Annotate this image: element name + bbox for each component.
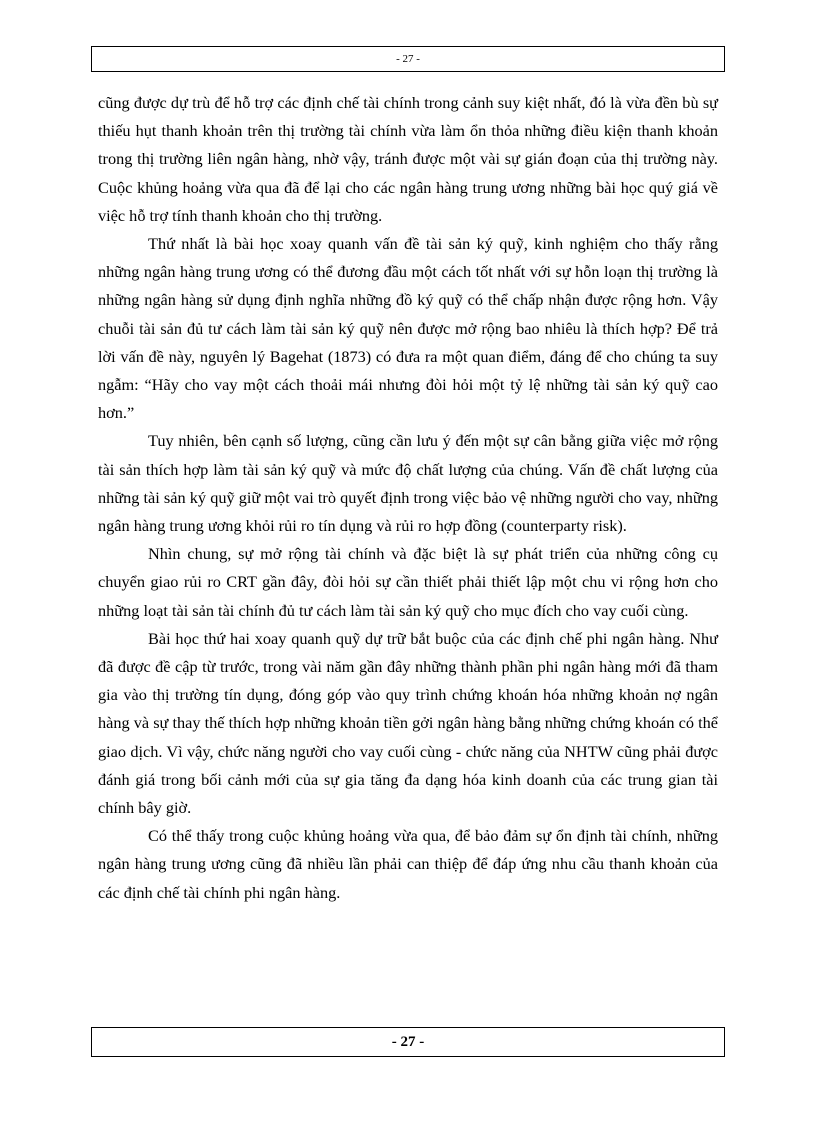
paragraph-quality-balance: Tuy nhiên, bên cạnh số lượng, cũng cần lưu ý đến một sự cân bằng giữa việc mở rộng tài sản thích hợp làm tài sản ký quỹ và mức độ chất lượng của chúng. Vấn đề chất lượng của những tài sản ký quỹ giữ một vai trò quyết định trong việc bảo vệ những người cho vay, những ngân hàng trung ương khỏi rủi ro tín dụng và rủi ro hợp đồng (counterparty risk). [98, 431, 718, 536]
paragraph-financial-expansion: Nhìn chung, sự mở rộng tài chính và đặc biệt là sự phát triển của những công cụ chuyển giao rủi ro CRT gần đây, đòi hỏi sự cần thiết phải thiết lập một chu vi rộng hơn cho những loạt tài sản tài chính đủ tư cách làm tài sản ký quỹ cho mục đích cho vay cuối cùng. [98, 544, 718, 620]
document-body [98, 89, 718, 907]
paragraph-second-lesson: Bài học thứ hai xoay quanh quỹ dự trữ bắt buộc của các định chế phi ngân hàng. Như đã được đề cập từ trước, trong vài năm gần đây những thành phần phi ngân hàng mới đã tham gia vào thị trường tín dụng, đóng góp vào quy trình chứng khoán hóa những khoản nợ ngân hàng và sự thay thế thích hợp những khoản tiền gởi ngân hàng bằng những chứng khoán có thể giao dịch. Vì vậy, chức năng người cho vay cuối cùng - chức năng của NHTW cũng phải được đánh giá trong bối cảnh mới của sự gia tăng đa dạng hóa kinh doanh của các trung gian tài chính bây giờ. [98, 628, 718, 818]
paragraph-collateral-lesson: Thứ nhất là bài học xoay quanh vấn đề tài sản ký quỹ, kinh nghiệm cho thấy rằng những ngân hàng trung ương có thể đương đầu một cách tốt nhất với sự hỗn loạn thị trường là những ngân hàng sử dụng định nghĩa những đồ ký quỹ có thể chấp nhận được rộng hơn. Vậy chuỗi tài sản đủ tư cách làm tài sản ký quỹ nên được mở rộng bao nhiêu là thích hợp? Để trả lời vấn đề này, nguyên lý Bagehat (1873) có đưa ra một quan điểm, đáng để cho chúng ta suy ngẫm: “Hãy cho vay một cách thoải mái nhưng đòi hỏi một tỷ lệ những tài sản ký quỹ cao hơn.” [98, 234, 718, 423]
footer-page-number: - 27 - [391, 1033, 425, 1050]
header-page-number: - 27 - [396, 53, 420, 65]
page-footer [91, 1027, 725, 1057]
paragraph-continuation: cũng được dự trù để hỗ trợ các định chế tài chính trong cảnh suy kiệt nhất, đó là vừa đền bù sự thiếu hụt thanh khoản trên thị trường tài chính vừa làm ổn thỏa những điều kiện thanh khoản trong thị trường liên ngân hàng, nhờ vậy, tránh được một vài sự gián đoạn của thị trường này. Cuộc khủng hoảng vừa qua đã để lại cho các ngân hàng trung ương những bài học quý giá về việc hỗ trợ tính thanh khoản cho thị trường. [98, 93, 718, 225]
page-header [91, 46, 725, 72]
paragraph-crisis-intervention: Có thể thấy trong cuộc khủng hoảng vừa qua, để bảo đảm sự ổn định tài chính, những ngân hàng trung ương cũng đã nhiều lần phải can thiệp để đáp ứng nhu cầu thanh khoản của các định chế tài chính phi ngân hàng. [98, 826, 718, 902]
